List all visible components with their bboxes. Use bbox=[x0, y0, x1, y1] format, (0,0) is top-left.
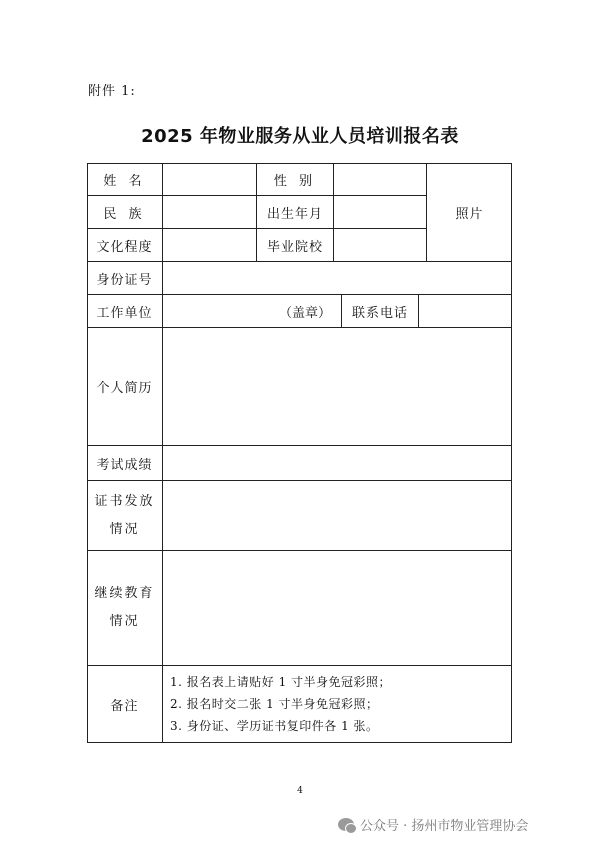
name-label: 姓 名 bbox=[103, 173, 146, 189]
column-divider bbox=[418, 294, 419, 327]
phone-label: 联系电话 bbox=[351, 305, 408, 321]
remark-item: 3. 身份证、学历证书复印件各 1 张。 bbox=[170, 719, 379, 733]
form-title: 2025 年物业服务从业人员培训报名表 bbox=[141, 126, 459, 147]
id-number-label: 身份证号 bbox=[96, 272, 153, 288]
work-unit-label: 工作单位 bbox=[96, 305, 153, 321]
watermark-text: 公众号 · 扬州市物业管理协会 bbox=[360, 819, 529, 834]
certificate-issuance-label-line1: 证书发放 bbox=[94, 493, 155, 509]
continuing-education-label-line1: 继续教育 bbox=[94, 586, 155, 601]
attachment-label: 附件 1: bbox=[88, 84, 136, 99]
page-number: 4 bbox=[297, 786, 303, 796]
watermark bbox=[338, 815, 528, 834]
remarks-list bbox=[170, 671, 391, 737]
continuing-education-label bbox=[87, 551, 162, 665]
birth-date-label: 出生年月 bbox=[266, 206, 323, 222]
remark-item: 2. 报名时交二张 1 寸半身免冠彩照； bbox=[170, 697, 379, 711]
continuing-education-label-line2: 情况 bbox=[109, 614, 140, 629]
wechat-icon bbox=[338, 818, 354, 831]
seal-label: （盖章） bbox=[278, 305, 331, 321]
resume-label: 个人简历 bbox=[96, 381, 153, 396]
exam-score-label: 考试成绩 bbox=[96, 457, 153, 473]
column-divider bbox=[333, 163, 334, 261]
certificate-issuance-label bbox=[87, 481, 162, 550]
remark-item: 1. 报名表上请贴好 1 寸半身免冠彩照； bbox=[170, 675, 392, 689]
certificate-issuance-label-line2: 情况 bbox=[109, 521, 140, 537]
photo-label: 照片 bbox=[455, 206, 484, 222]
school-label: 毕业院校 bbox=[266, 239, 323, 255]
gender-label: 性 别 bbox=[273, 173, 317, 189]
education-label: 文化程度 bbox=[96, 239, 153, 255]
column-divider bbox=[162, 163, 163, 743]
ethnicity-label: 民 族 bbox=[103, 206, 146, 222]
remarks-label: 备注 bbox=[110, 699, 139, 714]
